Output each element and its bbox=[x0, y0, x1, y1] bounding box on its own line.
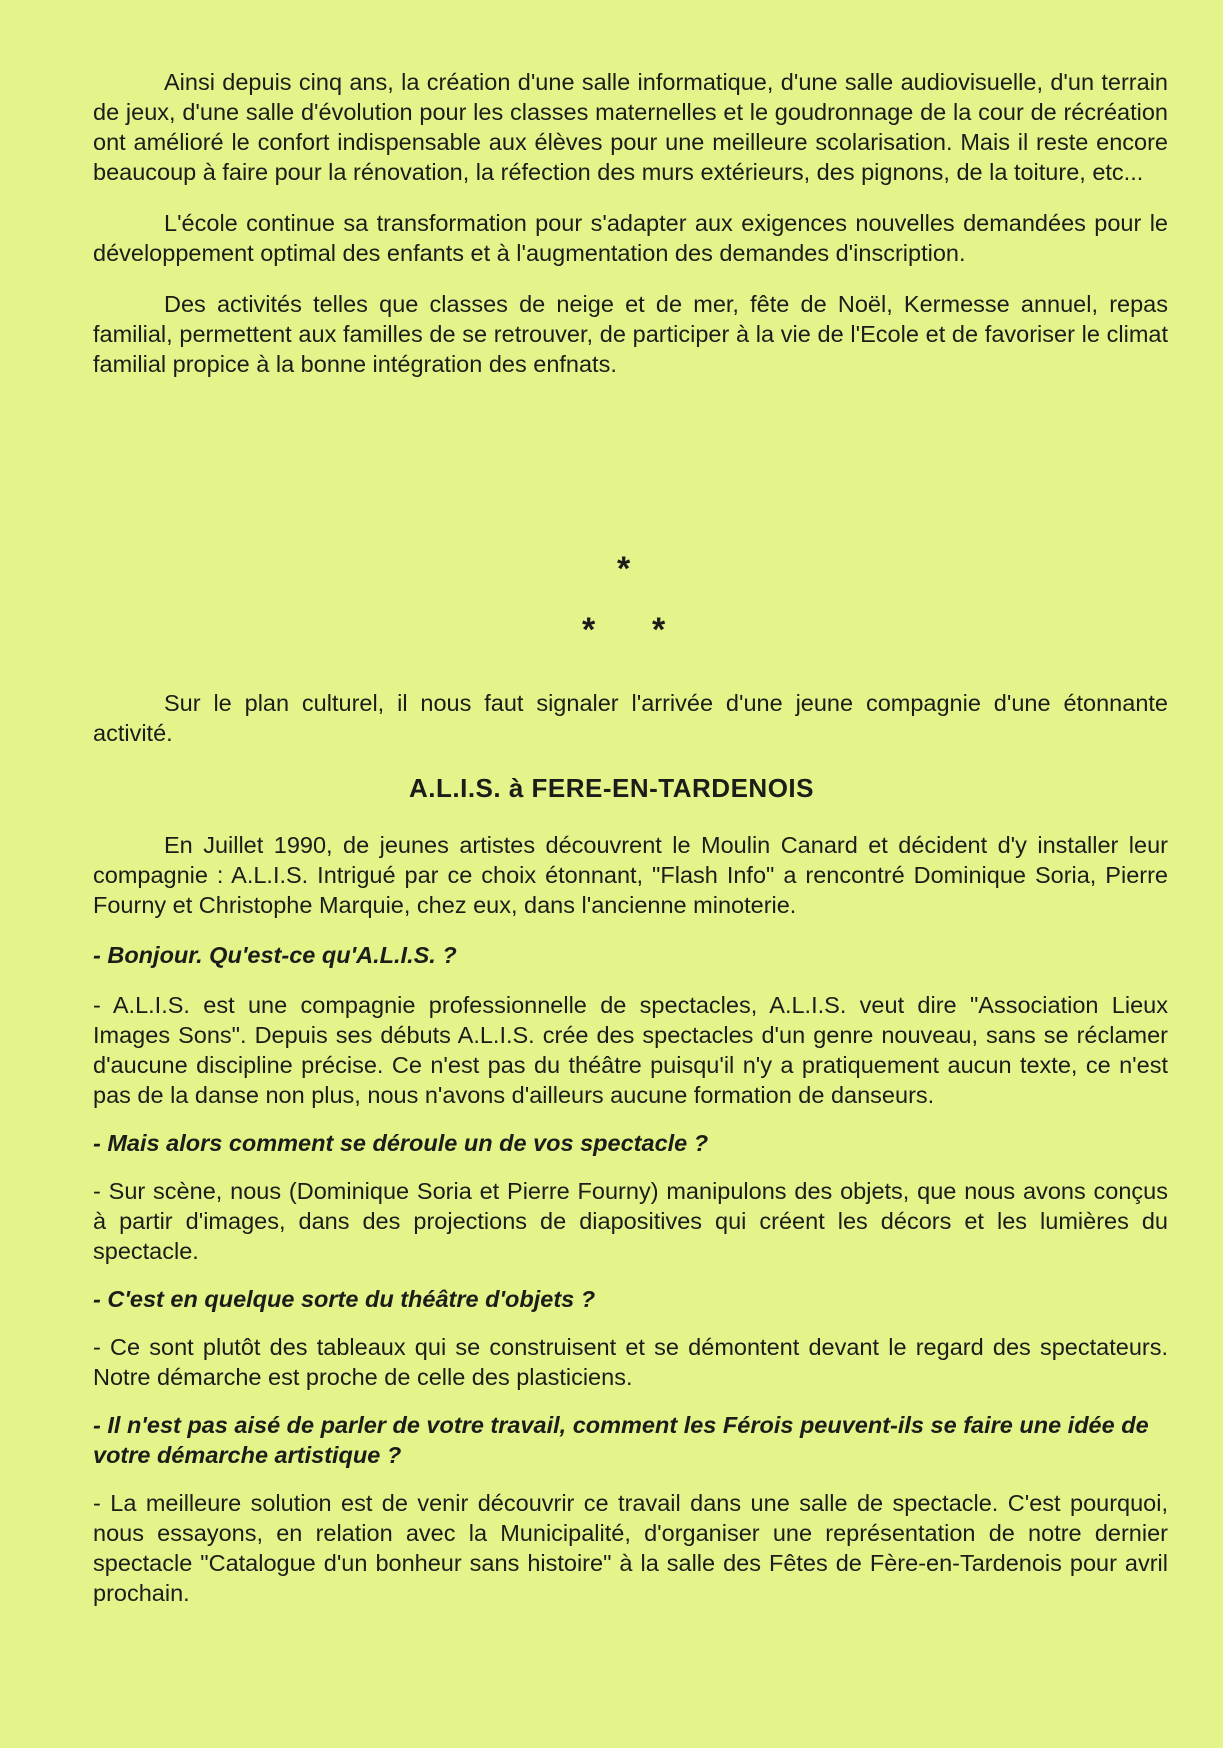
article-title: A.L.I.S. à FERE-EN-TARDENOIS bbox=[409, 773, 814, 803]
separator-star-top: * bbox=[617, 550, 631, 588]
interview-question-3: - C'est en quelque sorte du théâtre d'objets ? bbox=[93, 1286, 596, 1312]
paragraph-activities: Des activités telles que classes de neige et de mer, fête de Noël, Kermesse annuel, repas familial, permettent aux familles de se retrouver, de participer à la vie de l'Ecole et de favoriser le climat familial propice à la bonne intégration des enfnats. bbox=[93, 291, 1168, 377]
separator-star-left: * bbox=[582, 611, 596, 649]
paragraph-school-transformation: L'école continue sa transformation pour s'adapter aux exigences nouvelles demandées pour le développement optimal des enfants et à l'augmentation des demandes d'inscription. bbox=[93, 210, 1168, 266]
paragraph-culture-intro: Sur le plan culturel, il nous faut signaler l'arrivée d'une jeune compagnie d'une étonnante activité. bbox=[93, 690, 1168, 746]
separator-star-right: * bbox=[652, 611, 666, 649]
interview-answer-3: - Ce sont plutôt des tableaux qui se construisent et se démontent devant le regard des spectateurs. Notre démarche est proche de celle des plasticiens. bbox=[93, 1334, 1168, 1390]
interview-answer-1: - A.L.I.S. est une compagnie professionnelle de spectacles, A.L.I.S. veut dire "Association Lieux Images Sons". Depuis ses débuts A.L.I.S. crée des spectacles d'un genre nouveau, sans se réclamer d'aucune discipline précise. Ce n'est pas du théâtre puisqu'il n'y a pratiquement aucun texte, ce n'est pas de la danse non plus, nous n'avons d'ailleurs aucune formation de danseurs. bbox=[93, 992, 1168, 1108]
interview-question-2: - Mais alors comment se déroule un de vos spectacle ? bbox=[93, 1130, 709, 1156]
article-body bbox=[93, 830, 1168, 1608]
interview-answer-4: - La meilleure solution est de venir découvrir ce travail dans une salle de spectacle. C'est pourquoi, nous essayons, en relation avec la Municipalité, d'organiser une représentation de notre dernier spectacle "Catalogue d'un bonheur sans histoire" à la salle des Fêtes de Fère-en-Tardenois pour avril prochain. bbox=[93, 1490, 1168, 1606]
intro-section bbox=[93, 67, 1168, 379]
interview-question-1: - Bonjour. Qu'est-ce qu'A.L.I.S. ? bbox=[93, 942, 457, 968]
interview-answer-2: - Sur scène, nous (Dominique Soria et Pierre Fourny) manipulons des objets, que nous avons conçus à partir d'images, dans des projections de diapositives qui créent les décors et les lumières du spectacle. bbox=[93, 1178, 1168, 1264]
paragraph-article-lead: En Juillet 1990, de jeunes artistes découvrent le Moulin Canard et décident d'y installer leur compagnie : A.L.I.S. Intrigué par ce choix étonnant, "Flash Info" a rencontré Dominique Soria, Pierre Fourny et Christophe Marquie, chez eux, dans l'ancienne minoterie. bbox=[93, 832, 1168, 918]
interview-question-4: - Il n'est pas aisé de parler de votre travail, comment les Férois peuvent-ils se faire une idée de votre démarche artistique ? bbox=[93, 1412, 1149, 1468]
paragraph-school-improvements: Ainsi depuis cinq ans, la création d'une salle informatique, d'une salle audiovisuelle, d'un terrain de jeux, d'une salle d'évolution pour les classes maternelles et le goudronnage de la cour de récréation ont amélioré le confort indispensable aux élèves pour une meilleure scolarisation. Mais il reste encore beaucoup à faire pour la rénovation, la réfection des murs extérieurs, des pignons, de la toiture, etc... bbox=[93, 69, 1168, 185]
culture-intro-section bbox=[93, 688, 1168, 748]
